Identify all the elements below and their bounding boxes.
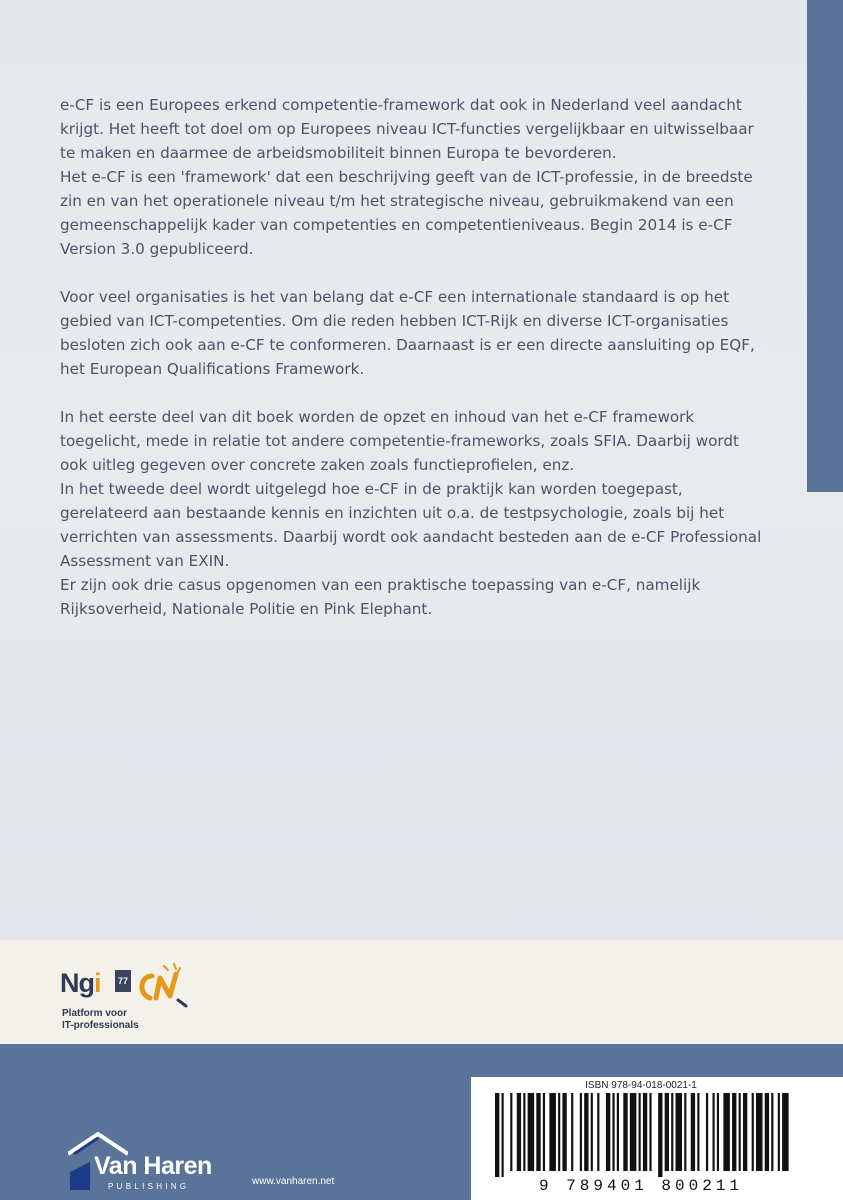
side-color-stripe bbox=[807, 0, 843, 492]
barcode-bar bbox=[612, 1093, 614, 1171]
barcode-bar bbox=[617, 1093, 619, 1171]
ngi-mark-badge: 77 bbox=[115, 970, 131, 992]
barcode-icon bbox=[491, 1093, 791, 1177]
barcode-bar bbox=[671, 1093, 673, 1171]
barcode-bar bbox=[580, 1093, 582, 1171]
barcode-bar bbox=[523, 1093, 525, 1171]
text-line: Version 3.0 gepubliceerd. bbox=[60, 240, 254, 258]
paragraph-3 bbox=[60, 405, 795, 621]
text-line: Voor veel organisaties is het van belang dat e-CF een internationale standaard is op het bbox=[60, 288, 730, 306]
barcode-bar bbox=[771, 1093, 773, 1171]
barcode-bar bbox=[706, 1093, 708, 1171]
text-line: gemeenschappelijk kader van competenties en competentieniveaus. Begin 2014 is e-CF bbox=[60, 216, 733, 234]
ngi-logo-accent: i bbox=[94, 968, 101, 998]
barcode-bar bbox=[752, 1093, 754, 1171]
ngi-logo bbox=[60, 968, 195, 1032]
barcode-bar bbox=[658, 1093, 662, 1177]
text-line: toegelicht, mede in relatie tot andere competentie-frameworks, zoals SFIA. Daarbij wordt bbox=[60, 432, 739, 450]
text-line: e-CF is een Europees erkend competentie-framework dat ook in Nederland veel aandacht bbox=[60, 96, 742, 114]
barcode-bar bbox=[649, 1093, 651, 1171]
text-line: te maken en daarmee de arbeidsmobiliteit binnen Europa te bevorderen. bbox=[60, 144, 617, 162]
ngi-tagline-1: Platform voor bbox=[62, 1008, 128, 1019]
barcode-bar bbox=[743, 1093, 747, 1171]
barcode-bar bbox=[643, 1093, 647, 1171]
barcode-bar bbox=[558, 1093, 560, 1171]
ngi-tagline-2: IT-professionals bbox=[62, 1020, 139, 1031]
text-line: Rijksoverheid, Nationale Politie en Pink Elephant. bbox=[60, 600, 433, 618]
text-line: Assessment van EXIN. bbox=[60, 552, 230, 570]
barcode-bar bbox=[591, 1093, 593, 1171]
barcode-bar bbox=[606, 1093, 610, 1171]
text-line: In het tweede deel wordt uitgelegd hoe e-CF in de praktijk kan worden toegepast, bbox=[60, 480, 683, 498]
paragraph-2 bbox=[60, 285, 795, 381]
isbn-label: ISBN 978-94-018-0021-1 bbox=[585, 1080, 697, 1091]
barcode-bar bbox=[732, 1093, 736, 1171]
paragraph-1 bbox=[60, 93, 795, 261]
barcode-box bbox=[471, 1077, 843, 1200]
text-line: besloten zich ook aan e-CF te conformeren. Daarnaast is er een directe aansluiting op EQF, bbox=[60, 336, 755, 354]
text-line: gerelateerd aan bestaande kennis en inzichten uit o.a. de testpsychologie, zoals bij het bbox=[60, 504, 725, 522]
text-line: Er zijn ook drie casus opgenomen van een praktische toepassing van e-CF, namelijk bbox=[60, 576, 701, 594]
barcode-bar bbox=[697, 1093, 699, 1171]
barcode-bar bbox=[584, 1093, 588, 1171]
barcode-bar bbox=[571, 1093, 573, 1171]
barcode-bar bbox=[543, 1093, 545, 1171]
barcode-bar bbox=[676, 1093, 683, 1171]
barcode-bar bbox=[562, 1093, 566, 1171]
barcode-bar bbox=[630, 1093, 637, 1171]
text-line: In het eerste deel van dit boek worden de opzet en inhoud van het e-CF framework bbox=[60, 408, 695, 426]
text-line: Het e-CF is een 'framework' dat een beschrijving geeft van de ICT-professie, in de breedste bbox=[60, 168, 753, 186]
barcode-bar bbox=[549, 1093, 556, 1171]
ngi-logo-word: Ng bbox=[60, 968, 94, 998]
barcode-bar bbox=[495, 1093, 499, 1177]
cn-logo-icon bbox=[134, 962, 194, 1010]
text-line: gebied van ICT-competenties. Om die reden hebben ICT-Rijk en diverse ICT-organisaties bbox=[60, 312, 729, 330]
barcode-bar bbox=[717, 1093, 719, 1171]
barcode-bar bbox=[597, 1093, 599, 1171]
barcode-bar bbox=[528, 1093, 535, 1171]
text-line: ook uitleg gegeven over concrete zaken zoals functieprofielen, enz. bbox=[60, 456, 575, 474]
van-haren-logo bbox=[68, 1132, 238, 1192]
barcode-bar bbox=[502, 1093, 504, 1177]
text-line: verrichten van assessments. Daarbij wordt ook aandacht besteden aan de e-CF Professional bbox=[60, 528, 762, 546]
barcode-bar bbox=[756, 1093, 763, 1171]
publisher-name: Van Haren bbox=[94, 1152, 212, 1180]
barcode-bar bbox=[517, 1093, 521, 1171]
barcode-digits: 9 789401 800211 bbox=[538, 1177, 744, 1195]
publisher-website: www.vanharen.net bbox=[252, 1176, 335, 1187]
blurb-text bbox=[60, 93, 795, 645]
barcode-bar bbox=[684, 1093, 686, 1171]
barcode-bar bbox=[765, 1093, 769, 1171]
barcode-bar bbox=[739, 1093, 741, 1171]
barcode-bar bbox=[639, 1093, 641, 1171]
barcode-bar bbox=[510, 1093, 512, 1171]
text-line: zin en van het operationele niveau t/m het strategische niveau, gebruikmakend van een bbox=[60, 192, 734, 210]
publisher-subtitle: PUBLISHING bbox=[108, 1182, 190, 1191]
barcode-bar bbox=[536, 1093, 540, 1171]
barcode-bar bbox=[691, 1093, 695, 1171]
text-line: het European Qualifications Framework. bbox=[60, 360, 365, 378]
barcode-bar bbox=[623, 1093, 627, 1171]
barcode-bar bbox=[723, 1093, 730, 1171]
barcode-bar bbox=[665, 1093, 669, 1171]
barcode-bar bbox=[778, 1093, 780, 1171]
barcode-bar bbox=[713, 1093, 715, 1171]
barcode-bar bbox=[782, 1093, 789, 1171]
text-line: krijgt. Het heeft tot doel om op Europees niveau ICT-functies vergelijkbaar en uitwisselbaar bbox=[60, 120, 754, 138]
